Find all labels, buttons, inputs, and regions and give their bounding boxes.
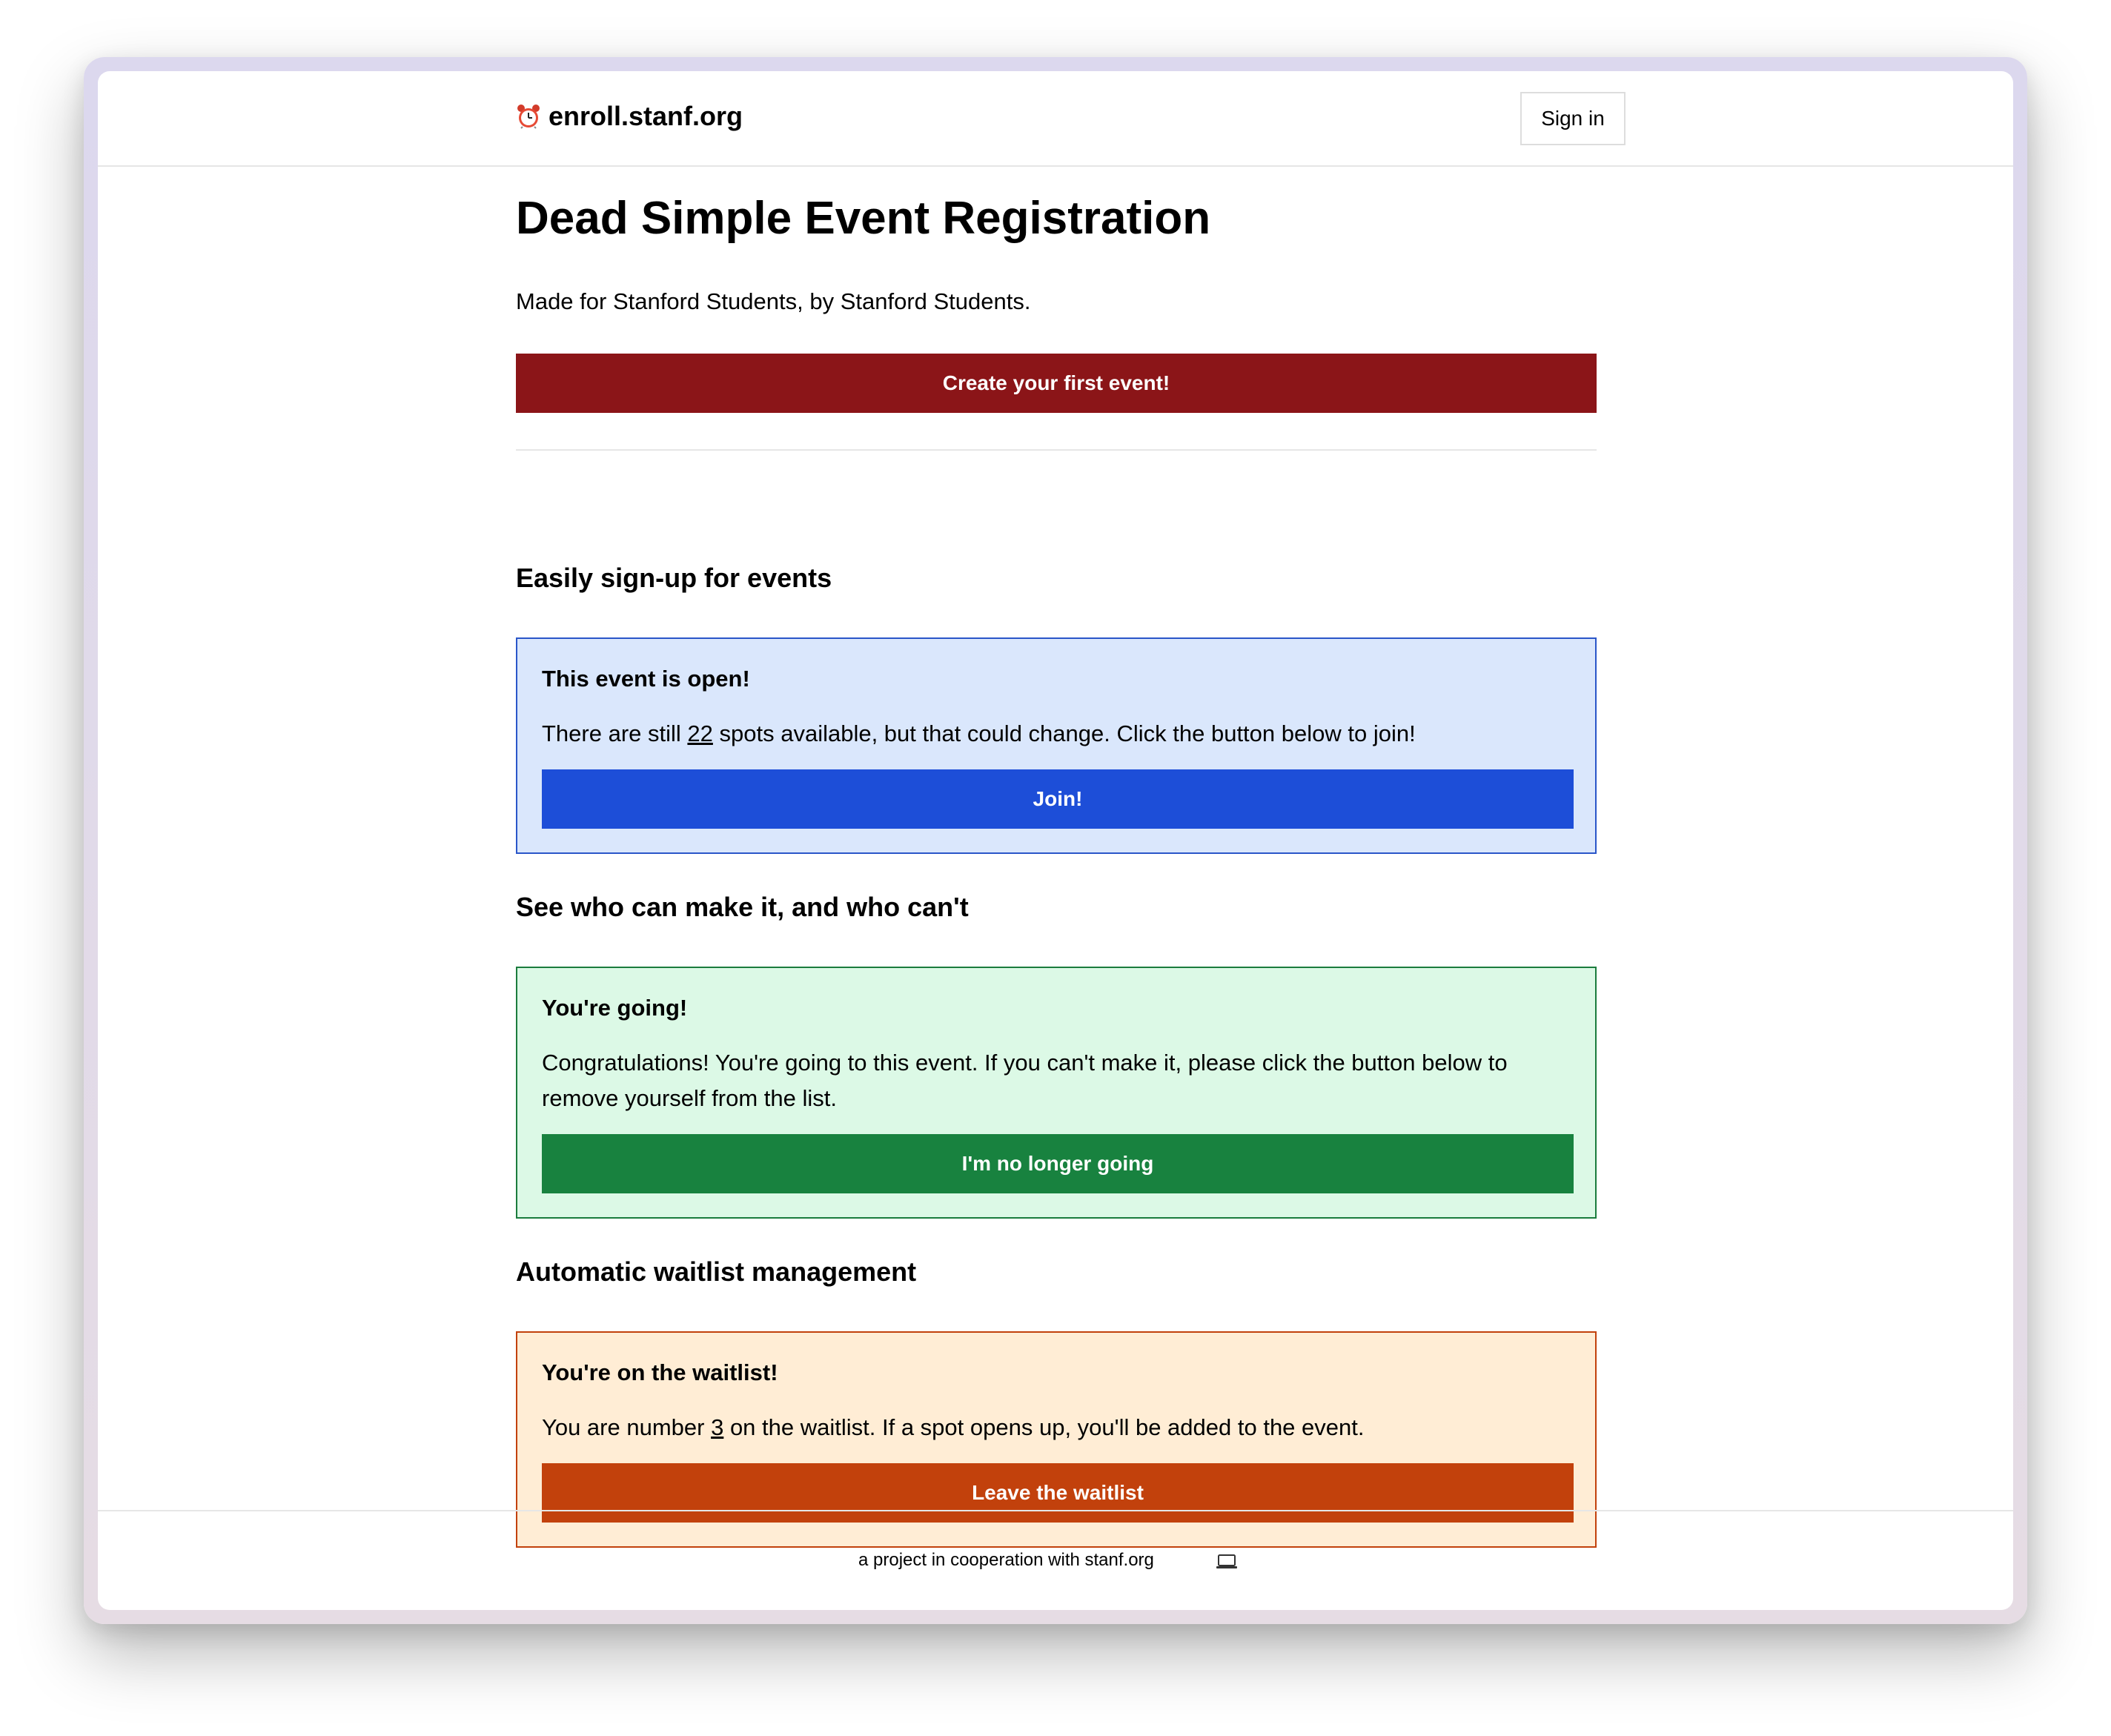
alarm-clock-icon [516,104,541,129]
card-text-going: Congratulations! You're going to this event. If you can't make it, please click the button below to remove yourself from the list. [542,1050,1508,1111]
browser-frame [84,57,2027,1624]
footer-text: a project in cooperation with stanf.org [858,1550,1154,1570]
text-before: You are number [542,1414,712,1440]
card-title-going: You're going! [542,995,688,1021]
text-before: There are still [542,720,688,746]
card-text-waitlist [542,1410,1574,1445]
waitlist-position: 3 [711,1414,724,1440]
brand-link[interactable] [516,98,743,135]
card-title-open: This event is open! [542,666,750,692]
page-window [98,71,2013,1610]
section-heading-attendance: See who can make it, and who can't [516,892,969,922]
join-button[interactable]: Join! [542,769,1574,829]
card-text-open [542,716,1574,752]
text-after: spots available, but that could change. Click the button below to join! [712,720,1416,746]
card-title-waitlist: You're on the waitlist! [542,1359,778,1385]
section-heading-signup: Easily sign-up for events [516,563,832,593]
page-title: Dead Simple Event Registration [516,193,1211,244]
leave-waitlist-button[interactable]: Leave the waitlist [542,1463,1574,1523]
create-event-button[interactable]: Create your first event! [516,354,1597,413]
going-card [516,967,1597,1219]
tagline: Made for Stanford Students, by Stanford Students. [516,288,1031,314]
brand-name: enroll.stanf.org [549,101,743,131]
spots-count: 22 [687,720,713,746]
no-longer-going-button[interactable]: I'm no longer going [542,1134,1574,1193]
site-footer [98,1510,2013,1610]
section-heading-waitlist: Automatic waitlist management [516,1256,917,1287]
site-header [98,71,2013,167]
divider [516,449,1597,451]
text-after: on the waitlist. If a spot opens up, you'll be added to the event. [723,1414,1365,1440]
laptop-icon[interactable] [1216,1553,1238,1571]
sign-in-button[interactable]: Sign in [1520,92,1625,145]
event-open-card [516,637,1597,854]
